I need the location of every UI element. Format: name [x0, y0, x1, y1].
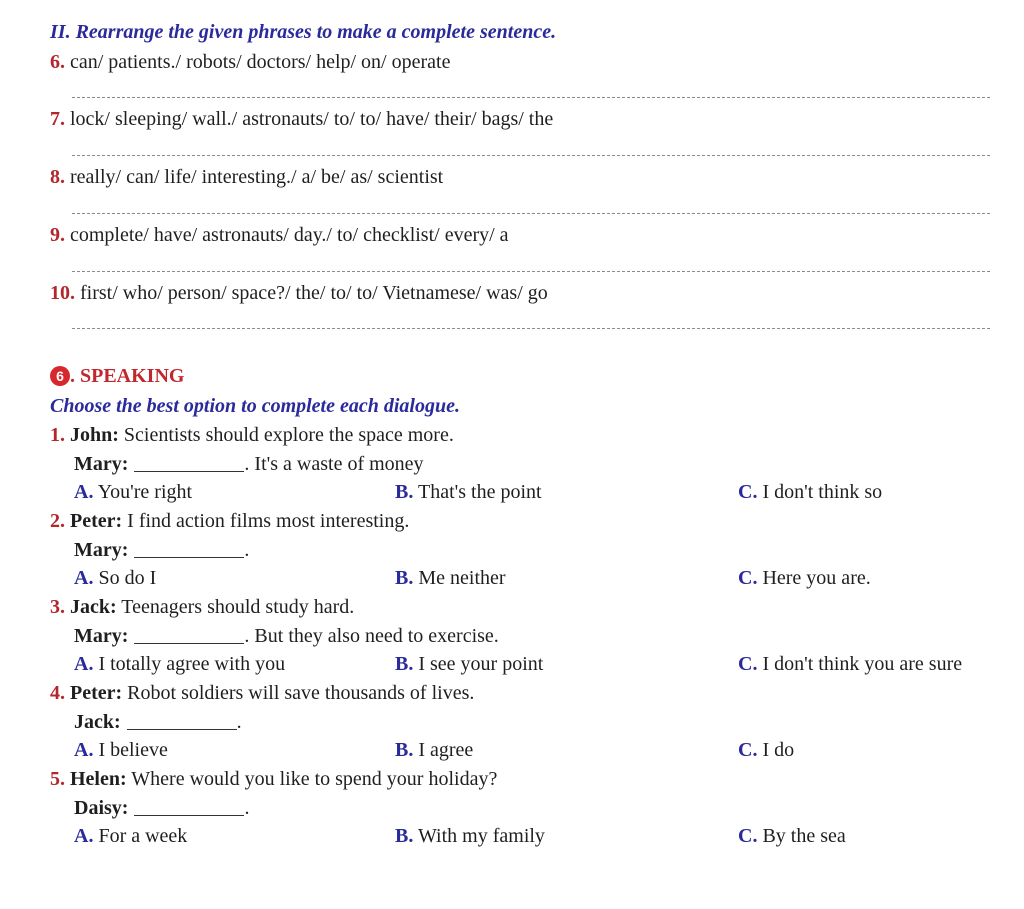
option-a[interactable] — [74, 738, 168, 762]
speaker-name: Daisy: — [74, 797, 129, 819]
option-letter: A. — [74, 653, 94, 675]
item-phrases: can/ patients./ robots/ doctors/ help/ on/ operate — [70, 51, 451, 73]
item-number: 8. — [50, 166, 65, 188]
speaker-line: Robot soldiers will save thousands of lives. — [122, 682, 475, 704]
section-2-heading: II. Rearrange the given phrases to make a complete sentence. — [50, 21, 557, 43]
answer-line-7[interactable] — [72, 155, 990, 156]
option-letter: C. — [738, 653, 758, 675]
dialogue-4-response — [74, 710, 242, 734]
speaker-name: Peter: — [70, 682, 123, 704]
rearrange-item-6 — [50, 50, 450, 74]
option-letter: C. — [738, 567, 758, 589]
response-text: . — [244, 539, 250, 561]
speaker-line: Where would you like to spend your holiday? — [126, 768, 498, 790]
option-c[interactable] — [738, 566, 871, 590]
dialogue-5-prompt — [50, 767, 497, 791]
option-text: By the sea — [757, 825, 846, 847]
dialogue-1-response — [74, 452, 424, 476]
option-c[interactable] — [738, 824, 846, 848]
answer-blank[interactable] — [127, 711, 237, 730]
speaker-line: Scientists should explore the space more. — [118, 424, 454, 446]
option-text: Here you are. — [757, 567, 871, 589]
section-number-badge: 6 — [50, 366, 70, 386]
option-a[interactable] — [74, 652, 285, 676]
option-c[interactable] — [738, 738, 794, 762]
question-number: 4. — [50, 682, 65, 704]
rearrange-item-7 — [50, 107, 553, 131]
option-b[interactable] — [395, 824, 545, 848]
speaking-title-text: . SPEAKING — [70, 365, 185, 387]
dialogue-4-prompt — [50, 681, 474, 705]
option-text: I don't think so — [757, 481, 883, 503]
option-a[interactable] — [74, 824, 187, 848]
response-text: . It's a waste of money — [244, 453, 424, 475]
option-a[interactable] — [74, 480, 192, 504]
dialogue-1-prompt — [50, 423, 454, 447]
response-text: . But they also need to exercise. — [244, 625, 499, 647]
answer-blank[interactable] — [134, 625, 244, 644]
option-letter: A. — [74, 481, 94, 503]
option-text: I believe — [93, 739, 168, 761]
rearrange-item-9 — [50, 223, 509, 247]
item-phrases: first/ who/ person/ space?/ the/ to/ to/ Vietnamese/ was/ go — [80, 282, 548, 304]
item-number: 7. — [50, 108, 65, 130]
answer-blank[interactable] — [134, 453, 244, 472]
option-letter: B. — [395, 825, 414, 847]
option-text: For a week — [93, 825, 188, 847]
option-text: I totally agree with you — [93, 653, 286, 675]
option-b[interactable] — [395, 652, 543, 676]
option-text: That's the point — [413, 481, 542, 503]
option-text: Me neither — [413, 567, 506, 589]
rearrange-item-8 — [50, 165, 443, 189]
item-phrases: lock/ sleeping/ wall./ astronauts/ to/ to/ have/ their/ bags/ the — [70, 108, 554, 130]
speaker-line: Teenagers should study hard. — [116, 596, 355, 618]
response-text: . — [236, 711, 242, 733]
option-letter: A. — [74, 739, 94, 761]
option-text: I do — [757, 739, 795, 761]
question-number: 1. — [50, 424, 65, 446]
answer-blank[interactable] — [134, 539, 244, 558]
option-c[interactable] — [738, 652, 962, 676]
item-number: 10. — [50, 282, 75, 304]
option-text: So do I — [93, 567, 157, 589]
option-letter: B. — [395, 739, 414, 761]
option-letter: B. — [395, 567, 414, 589]
option-letter: B. — [395, 653, 414, 675]
speaker-name: Peter: — [70, 510, 123, 532]
option-letter: A. — [74, 825, 94, 847]
response-text: . — [244, 797, 250, 819]
answer-blank[interactable] — [134, 797, 244, 816]
speaker-name: Jack: — [70, 596, 117, 618]
answer-line-6[interactable] — [72, 97, 990, 98]
option-b[interactable] — [395, 566, 506, 590]
dialogue-2-prompt — [50, 509, 409, 533]
option-text: You're right — [93, 481, 193, 503]
item-phrases: really/ can/ life/ interesting./ a/ be/ as/ scientist — [70, 166, 444, 188]
option-text: I see your point — [413, 653, 544, 675]
rearrange-item-10 — [50, 281, 548, 305]
speaker-name: Mary: — [74, 625, 129, 647]
dialogue-2-response — [74, 538, 249, 562]
speaker-line: I find action films most interesting. — [122, 510, 410, 532]
option-letter: C. — [738, 739, 758, 761]
question-number: 3. — [50, 596, 65, 618]
option-letter: C. — [738, 825, 758, 847]
question-number: 2. — [50, 510, 65, 532]
speaker-name: Mary: — [74, 539, 129, 561]
speaking-instruction: Choose the best option to complete each dialogue. — [50, 395, 460, 417]
question-number: 5. — [50, 768, 65, 790]
option-b[interactable] — [395, 480, 542, 504]
option-text: With my family — [413, 825, 545, 847]
option-b[interactable] — [395, 738, 473, 762]
option-letter: B. — [395, 481, 414, 503]
item-number: 9. — [50, 224, 65, 246]
dialogue-3-response — [74, 624, 499, 648]
answer-line-10[interactable] — [72, 328, 990, 329]
answer-line-8[interactable] — [72, 213, 990, 214]
dialogue-5-response — [74, 796, 249, 820]
speaker-name: Helen: — [70, 768, 127, 790]
answer-line-9[interactable] — [72, 271, 990, 272]
option-c[interactable] — [738, 480, 882, 504]
option-letter: C. — [738, 481, 758, 503]
speaking-title — [50, 364, 184, 388]
item-phrases: complete/ have/ astronauts/ day./ to/ checklist/ every/ a — [70, 224, 509, 246]
speaker-name: Mary: — [74, 453, 129, 475]
option-text: I agree — [413, 739, 474, 761]
item-number: 6. — [50, 51, 65, 73]
speaker-name: Jack: — [74, 711, 121, 733]
dialogue-3-prompt — [50, 595, 354, 619]
option-text: I don't think you are sure — [757, 653, 963, 675]
option-letter: A. — [74, 567, 94, 589]
option-a[interactable] — [74, 566, 156, 590]
speaker-name: John: — [70, 424, 119, 446]
